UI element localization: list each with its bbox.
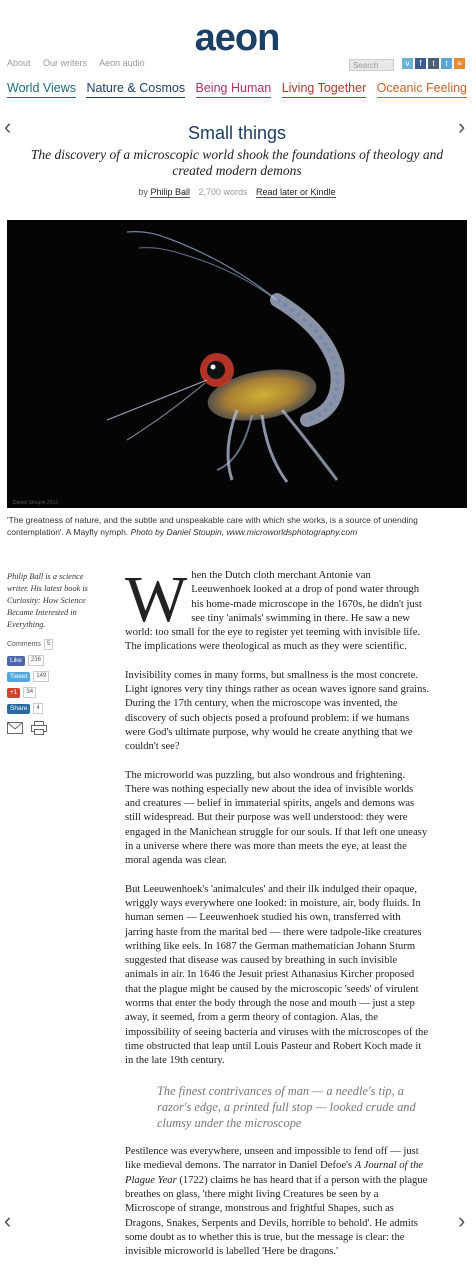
aeon-audio-link[interactable]: Aeon audio [99,58,145,68]
facebook-icon[interactable]: f [415,58,426,69]
linkedin-share-button[interactable] [7,704,30,714]
tweet-button[interactable] [7,672,30,682]
byline-prefix: by [138,187,148,197]
next-article-arrow-icon[interactable]: › [458,114,466,139]
print-icon[interactable] [31,721,47,735]
drop-cap: W [125,563,188,636]
paragraph-2: Invisibility comes in many forms, but smallness is the most concrete. Light ignores very tiny things rather as ocean waves ignore sand grains. During the 17th century, when the microscope was invented, the discovery of such objects posed a profound problem: if we humans were God's ultimate purpose, why would he create anything that we couldn't see? [125,669,430,753]
social-icons [402,58,465,69]
like-label: Like [10,656,22,664]
twitter-icon[interactable]: t [441,58,452,69]
mayfly-nymph-illustration [7,220,467,508]
article-dek: The discovery of a microscopic world shook the foundations of theology and created modern demons [30,147,444,178]
tweet-label: Tweet [10,672,28,680]
paragraph-5-text-b: (1722) claims he has heard that if a person with the plague breathes on glass, 'there might living Creatures be seen by a Microscope of strange, monstrous and frightful Shapes, such as Dragons, Snakes, Serpents and Devils, horrible to behold'. He admits some doubt as to whether this is true, but the message is clear: the invisible microworld is labelled 'Here be dragons.' [125,1174,428,1258]
nav-living-together[interactable]: Living Together [282,80,367,98]
tweet-row [7,671,97,682]
paragraph-3: The microworld was puzzling, but also wondrous and frightening. There was nothing especially new about the idea of invisible worlds and creatures — belief in immaterial spirits, angels and demons was still widespread. But their purpose was well understood: they were engaged in the Manichean struggle for our souls. If that left one uneasy in a universe where there was more than meets the eye, at least the moral agenda was clear. [125,769,428,867]
comments-label[interactable]: Comments [7,641,41,648]
linkedin-label: Share [10,704,28,712]
facebook-like-row [7,655,97,666]
our-writers-link[interactable]: Our writers [43,58,88,68]
gplus-button[interactable] [7,688,20,698]
hero-image [7,220,467,508]
rss-icon[interactable]: ≡ [454,58,465,69]
top-links [7,58,155,68]
paragraph-1-text: hen the Dutch cloth merchant Antonie van Leeuwenhoek looked at a drop of pond water through his home-made microscope in the 1670s, he didn't just see tiny 'animals' swimming in there. He saw a new world: too small for the eye to register yet teeming with invisible life. The implications were theological as much as they were scientific. [125,570,422,653]
author-link[interactable]: Philip Ball [150,187,190,197]
paragraph-1 [125,563,430,655]
vimeo-icon[interactable]: v [402,58,413,69]
byline [0,187,474,197]
nav-being-human[interactable]: Being Human [196,80,272,98]
gplus-label: +1 [10,688,18,696]
previous-article-arrow-icon[interactable]: ‹ [4,114,12,139]
author-bio: Philip Ball is a science writer. His latest book is Curiosity: How Science Became Interested in Everything. [7,572,88,629]
nav-oceanic-feeling[interactable]: Oceanic Feeling [377,80,467,98]
word-count: 2,700 words [198,187,248,197]
search-input[interactable]: Search [349,59,394,71]
article-body [125,563,430,1273]
like-count: 236 [28,655,44,666]
about-link[interactable]: About [7,58,31,68]
linkedin-count: 4 [33,703,42,714]
read-later-link[interactable]: Read later or Kindle [256,187,336,197]
caption-credit: Photo by Daniel Stoupin, www.microworldsphotography.com [130,527,358,537]
section-nav [7,80,467,98]
tumblr-icon[interactable]: t [428,58,439,69]
hero-credit: Daniel Stoupin 2013 [13,500,59,506]
comments-count: 5 [44,639,53,650]
gplus-row [7,687,97,698]
email-icon[interactable] [7,722,23,734]
pull-quote: The finest contrivances of man — a needle's tip, a razor's edge, a printed full stop — looked crude and clumsy under the microscope [157,1083,416,1130]
share-tools [7,639,97,736]
caption-text: 'The greatness of nature, and the subtle and unspeakable care with which she works, is a source of unending contemplation'. A Mayfly nymph. [7,515,418,537]
gplus-count: 34 [23,687,36,698]
facebook-like-button[interactable] [7,656,25,666]
utility-icons [7,720,97,736]
comments-row[interactable] [7,639,97,650]
sidebar [7,571,97,741]
nav-world-views[interactable]: World Views [7,80,76,98]
site-logo[interactable]: aeon [194,17,280,59]
nav-nature-cosmos[interactable]: Nature & Cosmos [86,80,185,98]
paragraph-5-text-a: Pestilence was everywhere, unseen and impossible to fend off — just like medieval demons. The narrator in Daniel Defoe's [125,1146,419,1172]
image-caption [7,514,467,538]
paragraph-5 [125,1145,430,1259]
article-title: Small things [187,123,287,143]
tweet-count: 149 [33,671,49,682]
next-article-arrow-bottom-icon[interactable]: › [458,1208,466,1233]
linkedin-row [7,703,97,714]
book-title: A Journal of the Plague Year [125,1160,424,1186]
previous-article-arrow-bottom-icon[interactable]: ‹ [4,1208,12,1233]
paragraph-4: But Leeuwenhoek's 'animalcules' and their ilk indulged their opaque, wriggly ways everywhere one looked: in moisture, air, body fluids. In human semen — Leeuwenhoek studied his own, transferred with jarring haste from the marital bed — there were tadpole-like creatures writhing like eels. In 1687 the German mathematician Johann Sturm suggested that disease was caused by breathing in such invisible animals in air. In 1646 the Jesuit priest Athanasius Kircher proposed that the plague might be caused by the microscopic 'seeds' of virulent worms that enter the body through the nose and mouth — just a step away, it seemed, from a germ theory of contagion. Alas, the impossibility of seeing bacteria and viruses with the microscopes of the time obstructed that leap until Louis Pasteur and Robert Koch made it in the late 19th century. [125,883,429,1067]
